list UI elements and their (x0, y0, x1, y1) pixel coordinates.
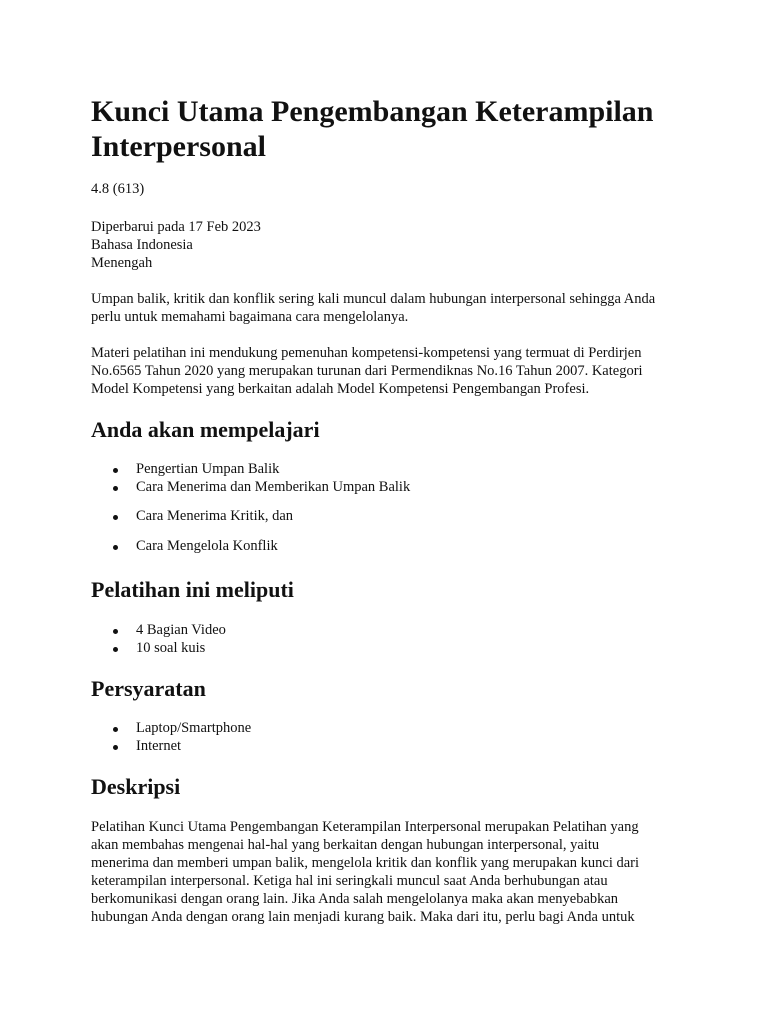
intro-line: No.6565 Tahun 2020 yang merupakan turunan dari Permendiknas No.16 Tahun 2007. Kategori (91, 363, 643, 379)
updated-date: Diperbarui pada 17 Feb 2023 (91, 219, 261, 235)
list-item: Laptop/Smartphone (91, 720, 251, 738)
language-text: Bahasa Indonesia (91, 237, 193, 253)
includes-heading: Pelatihan ini meliputi (91, 577, 294, 602)
description-heading: Deskripsi (91, 774, 181, 799)
intro-line: perlu untuk memahami bagaimana cara mengelolanya. (91, 309, 409, 325)
description-line: Pelatihan Kunci Utama Pengembangan Keterampilan Interpersonal merupakan Pelatihan yang (91, 819, 639, 835)
learn-heading: Anda akan mempelajari (91, 417, 320, 442)
list-item: Cara Menerima dan Memberikan Umpan Balik (91, 479, 410, 497)
list-item: Cara Menerima Kritik, dan (91, 508, 410, 526)
learn-list (91, 461, 410, 555)
list-item: 4 Bagian Video (91, 622, 226, 640)
requirements-list (91, 720, 251, 755)
description-line: keterampilan interpersonal. Ketiga hal ini seringkali muncul saat Anda berhubungan atau (91, 873, 608, 889)
description-line: hubungan Anda dengan orang lain menjadi kurang baik. Maka dari itu, perlu bagi Anda untuk (91, 909, 635, 925)
description-line: menerima dan memberi umpan balik, mengelola kritik dan konflik yang merupakan kunci dari (91, 855, 640, 871)
level-text: Menengah (91, 255, 153, 271)
list-item: Internet (91, 738, 251, 756)
list-item: 10 soal kuis (91, 640, 226, 658)
includes-list (91, 622, 226, 657)
intro-line: Materi pelatihan ini mendukung pemenuhan kompetensi-kompetensi yang termuat di Perdirjen (91, 345, 642, 361)
list-item: Cara Mengelola Konflik (91, 538, 410, 556)
list-item: Pengertian Umpan Balik (91, 461, 410, 479)
intro-line: Umpan balik, kritik dan konflik sering kali muncul dalam hubungan interpersonal sehingga Anda (91, 291, 656, 307)
requirements-heading: Persyaratan (91, 676, 206, 701)
intro-line: Model Kompetensi yang berkaitan adalah Model Kompetensi Pengembangan Profesi. (91, 381, 590, 397)
page-title: Kunci Utama Pengembangan Keterampilan Interpersonal (91, 95, 654, 163)
description-line: berkomunikasi dengan orang lain. Jika Anda salah mengelolanya maka akan menyebabkan (91, 891, 619, 907)
rating-text: 4.8 (613) (91, 181, 145, 197)
description-line: akan membahas mengenai hal-hal yang berkaitan dengan hubungan interpersonal, yaitu (91, 837, 600, 853)
